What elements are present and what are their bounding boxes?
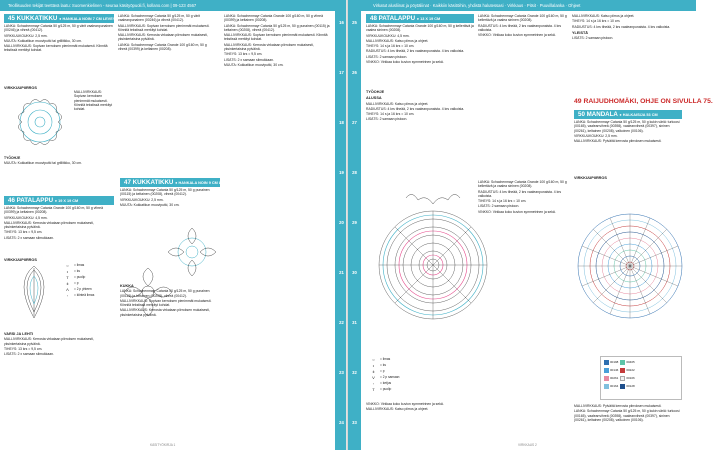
- left-right-column: [224, 14, 332, 442]
- p47-i2: MALLIVIRKKAUS: Sopivan kerroksen pienimmät mukaisesti. Kiinnitä tekstissä merkityt kohdat.: [120, 298, 212, 308]
- yleista-label: YLEISTÄ: [572, 30, 589, 35]
- p48-malli: MALLIVIRKKAUS: Katso piirros ja ohjeet.: [366, 38, 429, 43]
- lr-1: LANKA: Schachenmayr Catania Grande 100 g/160 m, 50 g vihreä (00399) ja keltainen (00208).: [224, 14, 323, 23]
- p45-side-para: MALLIVIRKKAUS: Sopivan kerroksen pienimmät mukaisesti. Kiinnitä tekstissä merkityt kohdat.: [74, 90, 113, 112]
- color-code: 00106: [626, 376, 635, 380]
- p45-hook: VIRKKUUKOUKKU: 2,5 mm.: [4, 33, 48, 38]
- swatch-icon: [604, 368, 609, 373]
- p47-instructions: [120, 282, 220, 442]
- legend-text: = ilmas: [380, 357, 391, 361]
- tyoohje-48: TYÖOHJE: [366, 90, 385, 94]
- p46-varsi-text2: TIHEYS: 13 krs = 9,5 cm.: [4, 346, 43, 351]
- p50-malli: MALLIVIRKKAUS: Pylväitä kerrosta piirroksen mukaisesti.: [574, 139, 662, 144]
- side-number: 30: [352, 270, 357, 275]
- pattern-45-sub: ● HANKALA NOIN 7 CM LEVEYS 5 CM: [59, 17, 128, 21]
- diagram-label: VIRKKUUPIIRROS: [4, 86, 37, 90]
- mid-text-4: LANKA: Schachenmayr Catania Grande 100 g/160 m, 50 g vihreä (00399) ja keltainen (00208).: [118, 42, 207, 52]
- pattern-45-materials: [4, 24, 114, 82]
- side-number: 18: [339, 120, 344, 125]
- legend-text: = ks: [74, 269, 80, 273]
- p48-tiheys: TIHEYS: 14 s ja 16 krs = 10 cm.: [366, 44, 415, 49]
- p48-l4: LISÄTS: 2 samaan pistoon.: [478, 204, 520, 209]
- pattern-50-materials: [574, 120, 682, 170]
- p48-lanka: LANKA: Schachenmayr Catania Grande 100 g/160 m, 50 g kellertävä ja vaalea sininen (00208).: [366, 24, 474, 33]
- half-dc-icon: T: [66, 274, 69, 280]
- legend-text: = p: [74, 281, 79, 285]
- pattern-46-header: [4, 196, 114, 205]
- slip-stitch-icon: •: [372, 362, 375, 368]
- p48-bottom-text: [366, 402, 474, 442]
- side-number: 31: [352, 320, 357, 325]
- side-number: 26: [352, 70, 357, 75]
- pattern-48-header: [366, 14, 474, 23]
- pattern-48-title: 48 PATALAPPU: [370, 15, 416, 22]
- left-middle-column: [118, 14, 216, 174]
- p46-varsi-text3: LISÄTS: 2 x samaan silmukkaan.: [4, 352, 54, 357]
- color-swatch-item: [620, 383, 634, 389]
- swatch-icon: [620, 376, 625, 381]
- p46-varsi-text: MALLIVIRKKAUS: Kerrosta virkataan piirroksen mukaisesti, yksinkertaisina pylväinä.: [4, 337, 94, 346]
- pattern-48-materials: [366, 24, 474, 84]
- lr-4: MALLIVIRKKAUS: Kerrosta virkataan piirroksen mukaisesti, yksinkertaisina pylväinä.: [224, 42, 314, 52]
- left-topbar: Teollisuuden tekijät teettävä laatu: Suomenkielinen - seuraa käsityöpuoli.fi, kollano.com | 09-123 4567: [0, 0, 335, 11]
- legend-row: [64, 292, 114, 298]
- diagram-label-46: VIRKKUUPIIRROS: [4, 258, 37, 262]
- legend-row: [370, 386, 450, 392]
- p48-m2: RADIUSTUS: 4 krs tiheää, 2 krs vaaleanpunaista. 4 krs valkoista.: [478, 23, 562, 32]
- p45-malli: MALLIVIRKKAUS: Sopivan kerroksen pienimmät mukaisesti. Kiinnitä tekstissä merkityt kohdat.: [4, 44, 108, 53]
- legend-text: = kiinteä ilmas: [74, 293, 95, 297]
- p48-w1: MALLIVIRKKAUS: Katso piirros ja ohjeet.: [366, 101, 429, 106]
- side-number: 28: [352, 170, 357, 175]
- p50-b1: MALLIVIRKKAUS: Pylväitä kerrosta piirroksen mukaisesti.: [574, 404, 662, 408]
- legend-text: = 2 p samaan: [380, 375, 400, 379]
- lr-3: MALLIVIRKKAUS: Sopivan kerroksen pienimmät mukaisesti. Kiinnitä tekstissä merkityt kohdat.: [224, 33, 328, 42]
- color-code: 00261: [610, 376, 619, 380]
- color-code: 00128: [626, 384, 635, 388]
- lr-5: TIHEYS: 13 krs = 9,5 cm.: [224, 52, 263, 57]
- leaf-diagram: [4, 262, 64, 322]
- pattern-47-sub: ● HANKALA NOIN 9 CM LEVEYS 7 CM: [175, 181, 244, 185]
- p48-w3: TIHEYS: 14 s ja 16 krs = 10 cm.: [366, 112, 415, 117]
- p48-b1: VINKKO: Virkkaa koko kuvion symmetrinen ja sekä.: [366, 402, 444, 406]
- color-swatch-item: [604, 359, 618, 365]
- pattern-47-materials: [120, 188, 220, 224]
- legend-text: = ilmas: [74, 263, 85, 267]
- p46-lanka: LANKA: Schachenmayr Catania Grande 100 g/160 m, 50 g vihreä (00399) ja keltainen (00208).: [4, 206, 103, 215]
- color-swatch-item: [620, 367, 634, 373]
- pattern-50-sub: ● HALKAISIJA 53 CM: [619, 113, 658, 117]
- p48-r1: MALLIVIRKKAUS: Katso piirros ja ohjeet.: [572, 14, 635, 18]
- flower-diagram-47: [164, 226, 220, 278]
- color-swatch-item: [620, 359, 634, 365]
- side-number: 25: [352, 20, 357, 25]
- swatch-icon: [604, 360, 609, 365]
- left-page: [0, 0, 348, 450]
- p48-right-col: [572, 14, 682, 88]
- pattern-46-sub: ● 19 X 19 CM: [54, 199, 79, 203]
- p50-lanka: LANKA: Schachenmayr Catania 50 g/125 m, 50 g kukin väriä: turkoosi (00165), vaaleanvihreä (00398), vaaleanvihreä (00397), sininen (00261), keltainen (00208), valkoinen (00106).: [574, 120, 680, 133]
- p48-lisats: LISÄTS: 2 samaan pistoon.: [366, 54, 408, 59]
- alussa-label: ALUSSA: [366, 96, 382, 101]
- p46-varsi: [4, 330, 114, 440]
- mid-text-2: MALLIVIRKKAUS: Sopivan kerroksen pienimmät mukaisesti. Kiinnitä tekstissä merkityt kohdat.: [118, 23, 210, 32]
- color-row: [601, 381, 681, 389]
- legend-text: = puolip: [74, 275, 86, 279]
- chain-loop-icon: ◦: [372, 380, 375, 386]
- p45-work-text: MUUTA: Kukkatikun muoviputki tai grillitikku, 30 cm.: [4, 161, 82, 166]
- legend-text: = 2 p yhteen: [74, 287, 92, 291]
- color-row: [601, 365, 681, 373]
- p48-r2: TIHEYS: 14 s ja 16 krs = 10 cm.: [572, 19, 621, 24]
- p47-i3: MALLIVIRKKAUS: Kerrosta virkataan piirroksen mukaisesti, yksinkertaisina pylväinä.: [120, 308, 210, 317]
- left-page-number: KÄSITYÖKIRJA 1: [150, 443, 176, 447]
- pattern-49-title: 49 RAIJUDHOMÄKI, OHJE ON SIVULLA 75.: [574, 98, 713, 105]
- half-dc-icon: T: [372, 386, 375, 392]
- side-number: 29: [352, 220, 357, 225]
- color-row: [601, 357, 681, 365]
- p46-hook: VIRKKUUKOUKKU: 4,5 mm.: [4, 215, 48, 220]
- side-number: 32: [352, 370, 357, 375]
- p48-r4: LISÄTS: 2 samaan pistoon.: [572, 36, 614, 41]
- p47-hook: VIRKKUUKOUKKU: 2,5 mm.: [120, 197, 164, 202]
- tyoohje-label: TYÖOHJE: [4, 156, 21, 160]
- color-code: 00222: [626, 368, 635, 372]
- pattern-50-title: 50 MANDALA: [578, 111, 618, 118]
- p48-vinko: VINKKO: Virkkaa koko kuvion symmetrinen ja sekä.: [366, 60, 444, 65]
- varsi-label: VARSI JA LEHTI: [4, 332, 34, 336]
- pattern-48-sub: ● 13 X 19 CM: [416, 17, 441, 21]
- p47-muuta: MUUTA: Kukkatikun muoviputki, 30 cm.: [120, 202, 180, 207]
- p48-middle-col: [478, 14, 568, 100]
- mandala-diagram: [572, 180, 684, 352]
- mid-text-1: LANKA: Schachenmayr Catania 50 g/125 m, 50 g värit vaaleanpunainen (00246) ja vihreä (00412).: [118, 14, 200, 23]
- right-topbar: Virkatut alusliinat ja pöytäliinat · Kaikkiin käsitöihin, yhdistä halutessasi · Virkkaus · Pitsit · Puuvillalanka · Ohjeet: [361, 0, 696, 11]
- p48-long-col: [478, 180, 568, 442]
- side-number: 21: [339, 270, 344, 275]
- swatch-icon: [604, 376, 609, 381]
- p46-lisats: LISÄTS: 2 x samaan silmukkaan.: [4, 235, 54, 240]
- color-swatch-item: [604, 383, 618, 389]
- legend-text: = ketjus: [380, 381, 392, 385]
- mandala-diagram-label: VIRKKUUPIIRROS: [574, 176, 607, 180]
- p48-w4: LISÄTS: 2 samaan pistoon.: [366, 117, 408, 122]
- chain-icon: ○: [372, 356, 375, 362]
- pattern-45-title: 45 KUKKATIKKU: [8, 15, 58, 22]
- color-code: 00164: [610, 384, 619, 388]
- p48-b2: MALLIVIRKKAUS: Katso piirros ja ohjeet.: [366, 407, 429, 412]
- color-swatch-item: [604, 375, 618, 381]
- lr-6: LISÄTS: 2 x samaan silmukkaan.: [224, 57, 274, 62]
- color-swatch-item: [620, 375, 634, 381]
- side-number: 24: [339, 420, 344, 425]
- pattern-45-header: [4, 14, 128, 23]
- legend-46: [64, 262, 114, 298]
- side-number: 33: [352, 420, 357, 425]
- side-number: 19: [339, 170, 344, 175]
- color-code: 00146: [610, 368, 619, 372]
- p48-w2: RADIUSTUS: 4 krs tiheää, 2 krs vaaleanpunaista. 4 krs valkoista.: [366, 106, 465, 111]
- p48-l1: LANKA: Schachenmayr Catania Grande 100 g/160 m, 50 g kellertävä ja vaalea sininen (00208).: [478, 180, 567, 189]
- p48-l3: TIHEYS: 14 s ja 16 krs = 10 cm.: [478, 199, 527, 204]
- legend-text: = ks: [380, 363, 386, 367]
- swatch-icon: [620, 368, 625, 373]
- p48-hook: VIRKKUUKOUKKU: 4,5 mm.: [366, 33, 410, 38]
- chain-icon: ○: [66, 262, 69, 268]
- p48-m1: LANKA: Schachenmayr Catania Grande 100 g/160 m, 50 g kellertävä ja vaalea sininen (00208).: [478, 14, 567, 23]
- lr-2: LANKA: Schachenmayr Catania 50 g/125 m, 50 g punainen (00115) ja keltainen (00208), vihreä (00412).: [224, 23, 330, 32]
- slip-stitch-icon: •: [66, 268, 69, 274]
- legend-text: = puolip: [380, 387, 392, 391]
- p46-tiheys: TIHEYS: 13 krs = 9,5 cm.: [4, 230, 43, 235]
- p45-muuta: MUUTA: Kukkatikun muoviputki tai grillitikku, 30 cm.: [4, 38, 82, 43]
- p46-malli: MALLIVIRKKAUS: Kerrosta virkataan piirroksen mukaisesti, yksinkertaisina pylväinä.: [4, 220, 94, 230]
- fixed-chain-icon: ◦: [66, 292, 69, 298]
- lr-7: MUUTA: Kukkatikun muoviputki, 30 cm.: [224, 62, 284, 67]
- swatch-icon: [620, 384, 625, 389]
- pattern-46-materials: [4, 206, 114, 254]
- legend-text: = p: [380, 369, 385, 373]
- dc-icon: ǂ: [372, 368, 375, 374]
- mid-text-3: MALLIVIRKKAUS: Kerrosta virkataan piirroksen mukaisesti, yksinkertaisina pylväinä.: [118, 33, 208, 42]
- side-number: 20: [339, 220, 344, 225]
- color-row: [601, 373, 681, 381]
- legend-48: [370, 356, 450, 392]
- dc-icon: ǂ: [66, 280, 69, 286]
- swatch-icon: [620, 360, 625, 365]
- swatch-icon: [604, 384, 609, 389]
- p50-bottom-text: [574, 404, 682, 442]
- side-number: 23: [339, 370, 344, 375]
- side-number: 27: [352, 120, 357, 125]
- p48-radius: RADIUSTUS: 4 krs tiheää, 2 krs vaaleanpunaista. 4 krs valkoista.: [366, 49, 465, 54]
- p50-hook: VIRKKUUKOUKKU: 2,5 mm.: [574, 133, 618, 138]
- p47-lanka: LANKA: Schachenmayr Catania 50 g/125 m, 50 g punainen (00115) ja keltainen (00208), vihreä (00412).: [120, 188, 210, 197]
- p45-work-instr: [4, 156, 114, 192]
- p48-l2: RADIUSTUS: 4 krs tiheää, 2 krs vaaleanpunaista. 4 krs valkoista.: [478, 189, 562, 198]
- p48-m3: VINKKO: Virkkaa koko kuvion symmetrinen ja sekä.: [478, 33, 556, 38]
- flower-diagram-45: [10, 92, 70, 152]
- dc2tog-icon: Λ: [66, 286, 69, 292]
- color-code: 00405: [626, 360, 635, 364]
- right-page-number: VIRKKAUS 2: [518, 443, 537, 447]
- dc-inc-icon: V: [372, 374, 375, 380]
- p48-l5: VINKKO: Virkkaa koko kuvion symmetrinen ja sekä.: [478, 209, 556, 214]
- p45-lanka: LANKA: Schachenmayr Catania 50 g/125 m, 50 g värit vaaleanpunainen (00246) ja vihreä (00412).: [4, 24, 113, 33]
- pattern-47-title: 47 KUKKATIKKU: [124, 179, 174, 186]
- pattern-47-header: [120, 178, 244, 187]
- side-number: 16: [339, 20, 344, 25]
- color-code: 00198: [610, 360, 619, 364]
- p47-i1: LANKA: Schachenmayr Catania 50 g/125 m, 50 g punainen (00115) ja keltainen (00208), vihreä (00412).: [120, 289, 210, 298]
- right-sidebar: [348, 0, 361, 450]
- side-number: 17: [339, 70, 344, 75]
- p45-side-text: [74, 90, 114, 152]
- pattern-50-header: [574, 110, 682, 119]
- pattern-46-title: 46 PATALAPPU: [8, 197, 54, 204]
- kukka-label: KUKKA: [120, 284, 134, 288]
- mandala-color-key: [600, 356, 682, 400]
- color-swatch-item: [604, 367, 618, 373]
- p50-b2: LANKA: Schachenmayr Catania 50 g/125 m, 50 g kukin väriä: turkoosi (00165), vaaleanvihreä (00398), vaaleanvihreä (00397), sininen (00261), keltainen (00208), valkoinen (00106).: [574, 409, 680, 422]
- side-number: 22: [339, 320, 344, 325]
- p48-r3: RADIUSTUS: 4 krs tiheää, 2 krs vaaleanpunaista. 4 krs valkoista.: [572, 24, 671, 29]
- right-page: [348, 0, 713, 450]
- p48-work: [366, 88, 474, 176]
